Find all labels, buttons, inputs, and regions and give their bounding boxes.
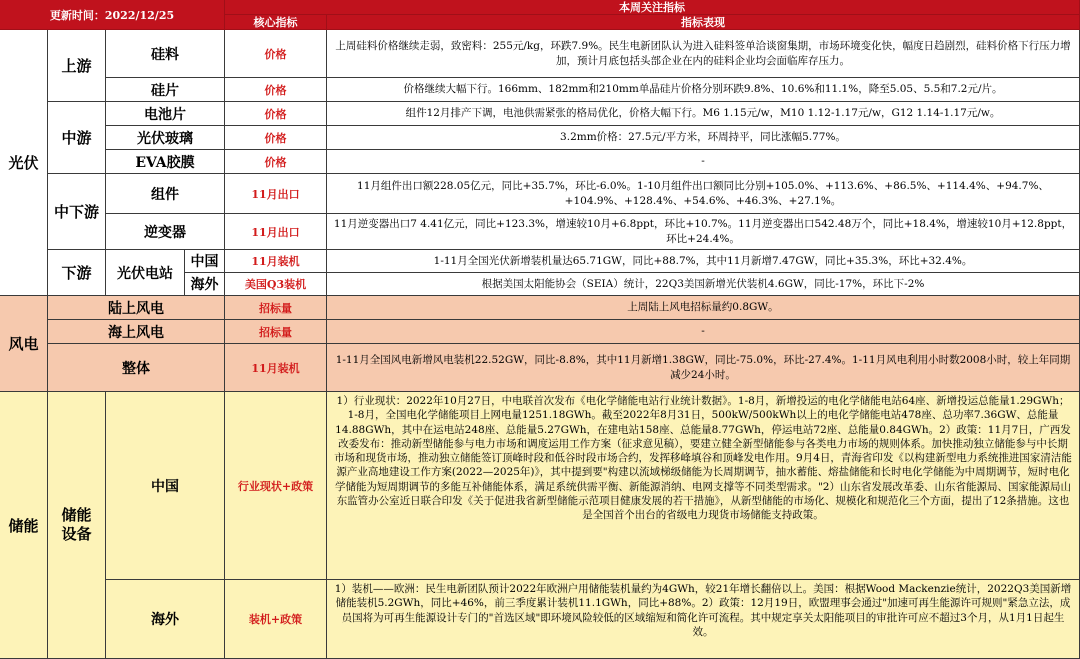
core-pv-china: 11月装机 xyxy=(225,250,327,273)
core-inverter: 11月出口 xyxy=(225,214,327,250)
pv-mid-downstream: 中下游 xyxy=(48,174,106,250)
item-glass: 光伏玻璃 xyxy=(106,126,225,150)
update-time: 更新时间：2022/12/25 xyxy=(49,8,175,22)
item-cell: 电池片 xyxy=(106,102,225,126)
update-time-cell xyxy=(0,0,225,30)
item-module: 组件 xyxy=(106,174,225,214)
item-storage-china: 中国 xyxy=(106,392,225,580)
item-onshore-wind: 陆上风电 xyxy=(48,296,225,320)
item-offshore-wind: 海上风电 xyxy=(48,320,225,344)
item-pv-station: 光伏电站 xyxy=(106,250,185,296)
core-pv-overseas: 美国Q3装机 xyxy=(225,273,327,296)
perf-cell: 组件12月排产下调，电池供需紧张的格局优化，价格大幅下行。M6 1.15元/w，M10 1.12-1.17元/w，G12 1.14-1.17元/w。 xyxy=(327,102,1080,126)
section-pv: 光伏 xyxy=(0,30,48,296)
col-core-header: 核心指标 xyxy=(225,15,327,30)
perf-storage-overseas: 1）装机——欧洲：民生电新团队预计2022年欧洲户用储能装机量约为4GWh，较21年增长翻倍以上。美国：根据Wood Mackenzie统计，2022Q3美国新增储能装机5.2GWh，同比+46%，前三季度累计装机11.1GWh，同比+88%。2）政策：12月19日，欧盟理事会通过"加速可再生能源许可规则"紧急立法，成员国将为可再生能源设计专门的"首选区域"即环境风险较低的区域缩短和简化许可流程。其中规定享关太阳能项目的审批许可应不超过3个月，从1月1日起生效。 xyxy=(327,580,1080,659)
pv-downstream: 下游 xyxy=(48,250,106,296)
item-wind-overall: 整体 xyxy=(48,344,225,392)
perf-storage-china: 1）行业现状：2022年10月27日，中电联首次发布《电化学储能电站行业统计数据》。1-8月，新增投运的电化学储能电站64座、新增投运总能量1.29GWh；1-8月，全国电化学储能项目上网电量1251.18GWh。截至2022年8月31日，500kW/500kWh以上的电化学储能电站478座、总功率7.36GW、总能量14.88GWh，其中在运电站248座、总能量5.27GWh，在建电站158座、总能量8.77GWh，停运电站72座、总能量0.84GWh。2）政策：11月7日，广西发改委发布：推动新型储能参与电力市场和调度运用工作方案（征求意见稿），要建立健全新型储能参与各类电力市场的规则体系。加快推动独立储能参与中长期市场和现货市场，推动独立储能签订顶峰时段和低谷时段市场合约，发挥移峰填谷和顶峰发电作用。9月4日，青海省印发《以构建新型电力系统推进国家清洁能源产业高地建设工作方案(2022—2025年)》，其中提到要"构建以流域梯级储能为长周期调节，抽水蓄能、熔盐储能和长时电化学储能为中周期调节，短时电化学储能为短周期调节的多能互补储能体系，满足系统供需平衡、新能源消纳、电网支撑等不同类型需求。"2）山东省发展改革委、山东省能源局、国家能源局山东监管办公室近日联合印发《关于促进我省新型储能示范项目健康发展的若干措施》，从新型储能的市场化、规模化和规范化三个方面，提出了12条措施。这也是全国首个出台的省级电力现货市场储能支持政策。 xyxy=(327,392,1080,580)
item-eva: EVA胶膜 xyxy=(106,150,225,174)
perf-module: 11月组件出口额228.05亿元，同比+35.7%，环比-6.0%。1-10月组件出口额同比分别+105.0%、+113.6%、+86.5%、+114.4%、+94.7%、+104.9%、+128.4%、+54.6%、+46.3%、+27.1%。 xyxy=(327,174,1080,214)
item-pv-overseas: 海外 xyxy=(185,273,225,296)
perf-wind-overall: 1-11月全国风电新增风电装机22.52GW，同比-8.8%，其中11月新增1.38GW，同比-75.0%，环比-27.4%。1-11月风电利用小时数2008小时，较上年同期减少24小时。 xyxy=(327,344,1080,392)
perf-pv-china: 1-11月全国光伏新增装机量达65.71GW，同比+88.7%，其中11月新增7.47GW，同比+35.3%，环比+32.4%。 xyxy=(327,250,1080,273)
core-onshore-wind: 招标量 xyxy=(225,296,327,320)
section-wind: 风电 xyxy=(0,296,48,392)
perf-inverter: 11月逆变器出口7 4.41亿元，同比+123.3%，增速较10月+6.8ppt，环比+10.7%。11月逆变器出口542.48万个，同比+18.4%，增速较10月+12.8ppt，环比+24.4%。 xyxy=(327,214,1080,250)
weekly-title: 本周关注指标 xyxy=(619,1,685,14)
weekly-title-cell xyxy=(225,0,1080,15)
item-storage-overseas: 海外 xyxy=(106,580,225,659)
core-wafer: 价格 xyxy=(225,78,327,102)
perf-eva: - xyxy=(327,150,1080,174)
pv-upstream: 上游 xyxy=(48,30,106,102)
storage-device: 储能设备 xyxy=(48,392,106,659)
core-storage-china: 行业现状+政策 xyxy=(225,392,327,580)
perf-offshore-wind: - xyxy=(327,320,1080,344)
perf-pv-overseas: 根据美国太阳能协会（SEIA）统计，22Q3美国新增光伏装机4.6GW，同比-17%，环比下-2% xyxy=(327,273,1080,296)
core-module: 11月出口 xyxy=(225,174,327,214)
item-pv-china: 中国 xyxy=(185,250,225,273)
perf-polysilicon: 上周硅料价格继续走弱，致密料：255元/kg，环跌7.9%。民生电新团队认为进入硅料签单洽谈窗集期，市场环境变化快，幅度日趋剧烈，硅料价格下行压力增加，预计月底包括头部企业在内的硅料企业均会面临库存压力。 xyxy=(327,30,1080,78)
core-offshore-wind: 招标量 xyxy=(225,320,327,344)
core-polysilicon: 价格 xyxy=(225,30,327,78)
core-cell: 价格 xyxy=(225,102,327,126)
core-storage-overseas: 装机+政策 xyxy=(225,580,327,659)
core-glass: 价格 xyxy=(225,126,327,150)
pv-midstream: 中游 xyxy=(48,102,106,174)
core-eva: 价格 xyxy=(225,150,327,174)
core-wind-overall: 11月装机 xyxy=(225,344,327,392)
item-inverter: 逆变器 xyxy=(106,214,225,250)
perf-onshore-wind: 上周陆上风电招标量约0.8GW。 xyxy=(327,296,1080,320)
item-wafer: 硅片 xyxy=(106,78,225,102)
perf-glass: 3.2mm价格：27.5元/平方米，环周持平，同比涨幅5.77%。 xyxy=(327,126,1080,150)
perf-wafer: 价格继续大幅下行。166mm、182mm和210mm单晶硅片价格分别环跌9.8%、10.6%和11.1%，降至5.05、5.5和7.2元/片。 xyxy=(327,78,1080,102)
section-storage: 储能 xyxy=(0,392,48,659)
col-perf-header: 指标表现 xyxy=(327,15,1080,30)
item-polysilicon: 硅料 xyxy=(106,30,225,78)
